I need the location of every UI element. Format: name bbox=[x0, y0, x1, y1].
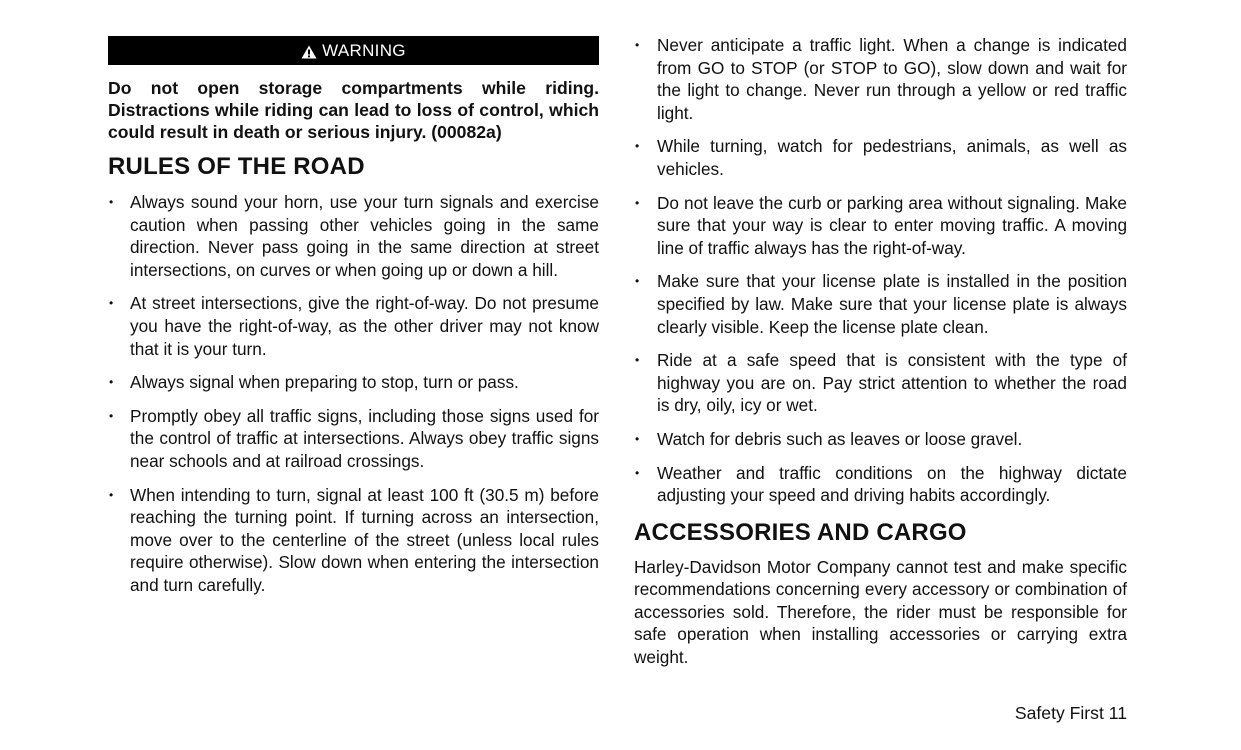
bullet-icon: • bbox=[109, 487, 114, 502]
list-item: • At street intersections, give the right-of-way. Do not presume you have the right-of-way, as the other driver may not know that it is your turn. bbox=[109, 293, 599, 359]
right-column bbox=[634, 34, 1127, 669]
warning-text: Do not open storage compartments while riding. Distractions while riding can lead to loss of control, which could result in death or serious injury. (00082a) bbox=[108, 78, 599, 142]
rules-of-the-road-heading: RULES OF THE ROAD bbox=[108, 153, 365, 180]
bullet-icon: • bbox=[109, 375, 114, 390]
left-column bbox=[108, 34, 599, 608]
bullet-icon: • bbox=[635, 139, 640, 154]
bullet-icon: • bbox=[635, 465, 640, 480]
accessories-paragraph: Harley-Davidson Motor Company cannot test and make specific recommendations concerning every accessory or combination of accessories sold. Therefore, the rider must be responsible for safe operation when installing accessories or carrying extra weight. bbox=[634, 556, 1127, 668]
page-footer: Safety First 11 bbox=[1014, 703, 1127, 723]
bullet-icon: • bbox=[635, 38, 640, 52]
bullet-icon: • bbox=[109, 296, 114, 311]
bullet-icon: • bbox=[109, 195, 114, 209]
warning-banner bbox=[108, 36, 599, 65]
list-item: • Never anticipate a traffic light. When a change is indicated from GO to STOP (or STOP to GO), slow down and wait for the light to change. Never run through a yellow or red traffic light. bbox=[635, 35, 1127, 123]
list-item: • Do not leave the curb or parking area without signaling. Make sure that your way is clear to enter moving traffic. A moving line of traffic always has the right-of-way. bbox=[635, 192, 1127, 258]
list-item: • Make sure that your license plate is installed in the position specified by law. Make sure that your license plate is always clearly visible. Keep the license plate clean. bbox=[635, 271, 1127, 337]
bullet-icon: • bbox=[635, 353, 640, 368]
list-item: • Always sound your horn, use your turn signals and exercise caution when passing other vehicles going in the same direction. Never pass going in the same direction at street intersections, on curves or when going up or down a hill. bbox=[109, 192, 599, 280]
bullet-icon: • bbox=[635, 431, 640, 446]
bullet-icon: • bbox=[109, 408, 114, 423]
warning-triangle-icon bbox=[301, 45, 317, 59]
rules-list-right bbox=[634, 34, 1127, 507]
rules-list-left bbox=[108, 191, 599, 597]
list-item: • Always signal when preparing to stop, turn or pass. bbox=[109, 372, 519, 393]
warning-banner-label: WARNING bbox=[322, 40, 406, 60]
list-item: • Watch for debris such as leaves or loose gravel. bbox=[635, 428, 1023, 449]
bullet-icon: • bbox=[635, 195, 640, 210]
list-item: • Promptly obey all traffic signs, including those signs used for the control of traffic at intersections. Always obey traffic signs near schools and at railroad crossings. bbox=[109, 405, 599, 471]
list-item: • Weather and traffic conditions on the highway dictate adjusting your speed and driving habits accordingly. bbox=[635, 462, 1127, 506]
bullet-icon: • bbox=[635, 274, 640, 289]
list-item: • When intending to turn, signal at least 100 ft (30.5 m) before reaching the turning point. If turning across an intersection, move over to the centerline of the street (unless local rules require otherwise). Slow down when entering the intersection and turn carefully. bbox=[109, 484, 599, 595]
accessories-and-cargo-heading: ACCESSORIES AND CARGO bbox=[634, 518, 967, 546]
list-item: • While turning, watch for pedestrians, animals, as well as vehicles. bbox=[635, 136, 1127, 179]
list-item: • Ride at a safe speed that is consistent with the type of highway you are on. Pay strict attention to whether the road is dry, oily, icy or wet. bbox=[635, 350, 1127, 416]
